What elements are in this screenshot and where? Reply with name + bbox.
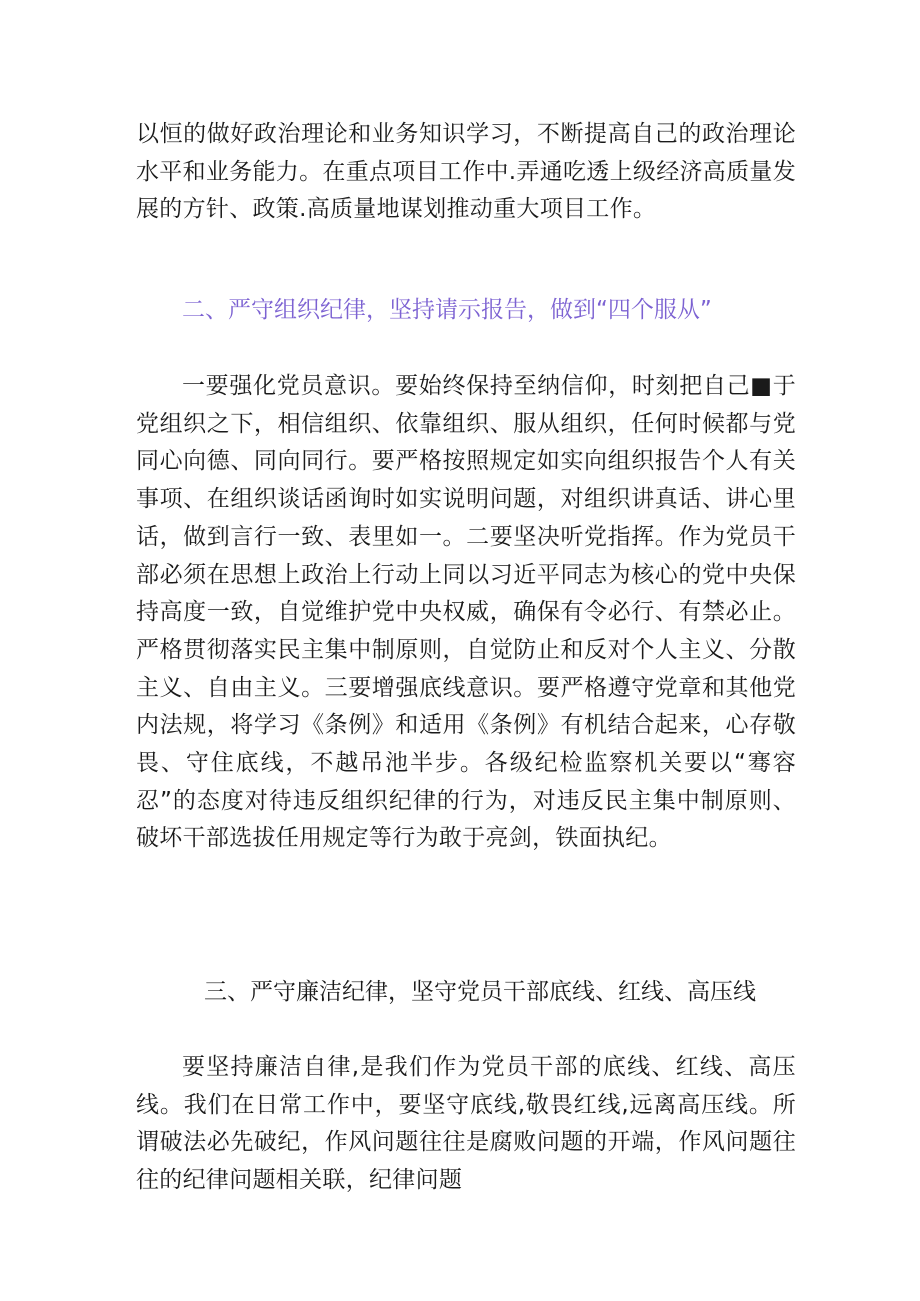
body-paragraph-organizational-discipline: 一要强化党员意识。要始终保持至纳信仰，时刻把自己■于党组织之下，相信组织、依靠组织、服从组织，任何时候都与党同心向德、同向同行。要严格按照规定如实向组织报告个人有关事项、在组织谈话函询时如实说明问题，对组织讲真话、讲心里话，做到言行一致、表里如一。二要坚决听党指挥。作为党员干部必须在思想上政治上行动上同以习近平同志为核心的党中央保持高度一致，自觉维护党中央权威，确保有令必行、有禁必止。严格贯彻落实民主集中制原则，自觉防止和反对个人主义、分散主义、自由主义。三要增强底线意识。要严格遵守党章和其他党内法规，将学习《条例》和适用《条例》有机结合起来，心存敬畏、守住底线，不越吊池半步。各级纪检监察机关要以“骞容忍”的态度对待违反组织纪律的行为，对违反民主集中制原则、破坏干部选拔任用规定等行为敢于亮剑，铁面执纪。	[136, 373, 796, 852]
body-paragraph-intro: 以恒的做好政治理论和业务知识学习，不断提高自己的政治理论水平和业务能力。在重点项目工作中.弄通吃透上级经济高质量发展的方针、政策.高质量地谋划推动重大项目工作。	[136, 121, 797, 223]
section-heading-organizational-discipline: 二、严守组织纪律，坚持请示报告，做到“四个服从”	[182, 297, 712, 323]
section-heading-integrity-discipline: 三、严守廉洁纪律，坚守党员干部底线、红线、高压线	[204, 979, 756, 1005]
body-paragraph-integrity-discipline: 要坚持廉洁自律,是我们作为党员干部的底线、红线、高压线。我们在日常工作中，要坚守底线,敬畏红线,远离高压线。所谓破法必先破纪，作风问题往往是腐败问题的开端，作风问题往往的纪律问题相关联，纪律问题	[136, 1054, 796, 1194]
